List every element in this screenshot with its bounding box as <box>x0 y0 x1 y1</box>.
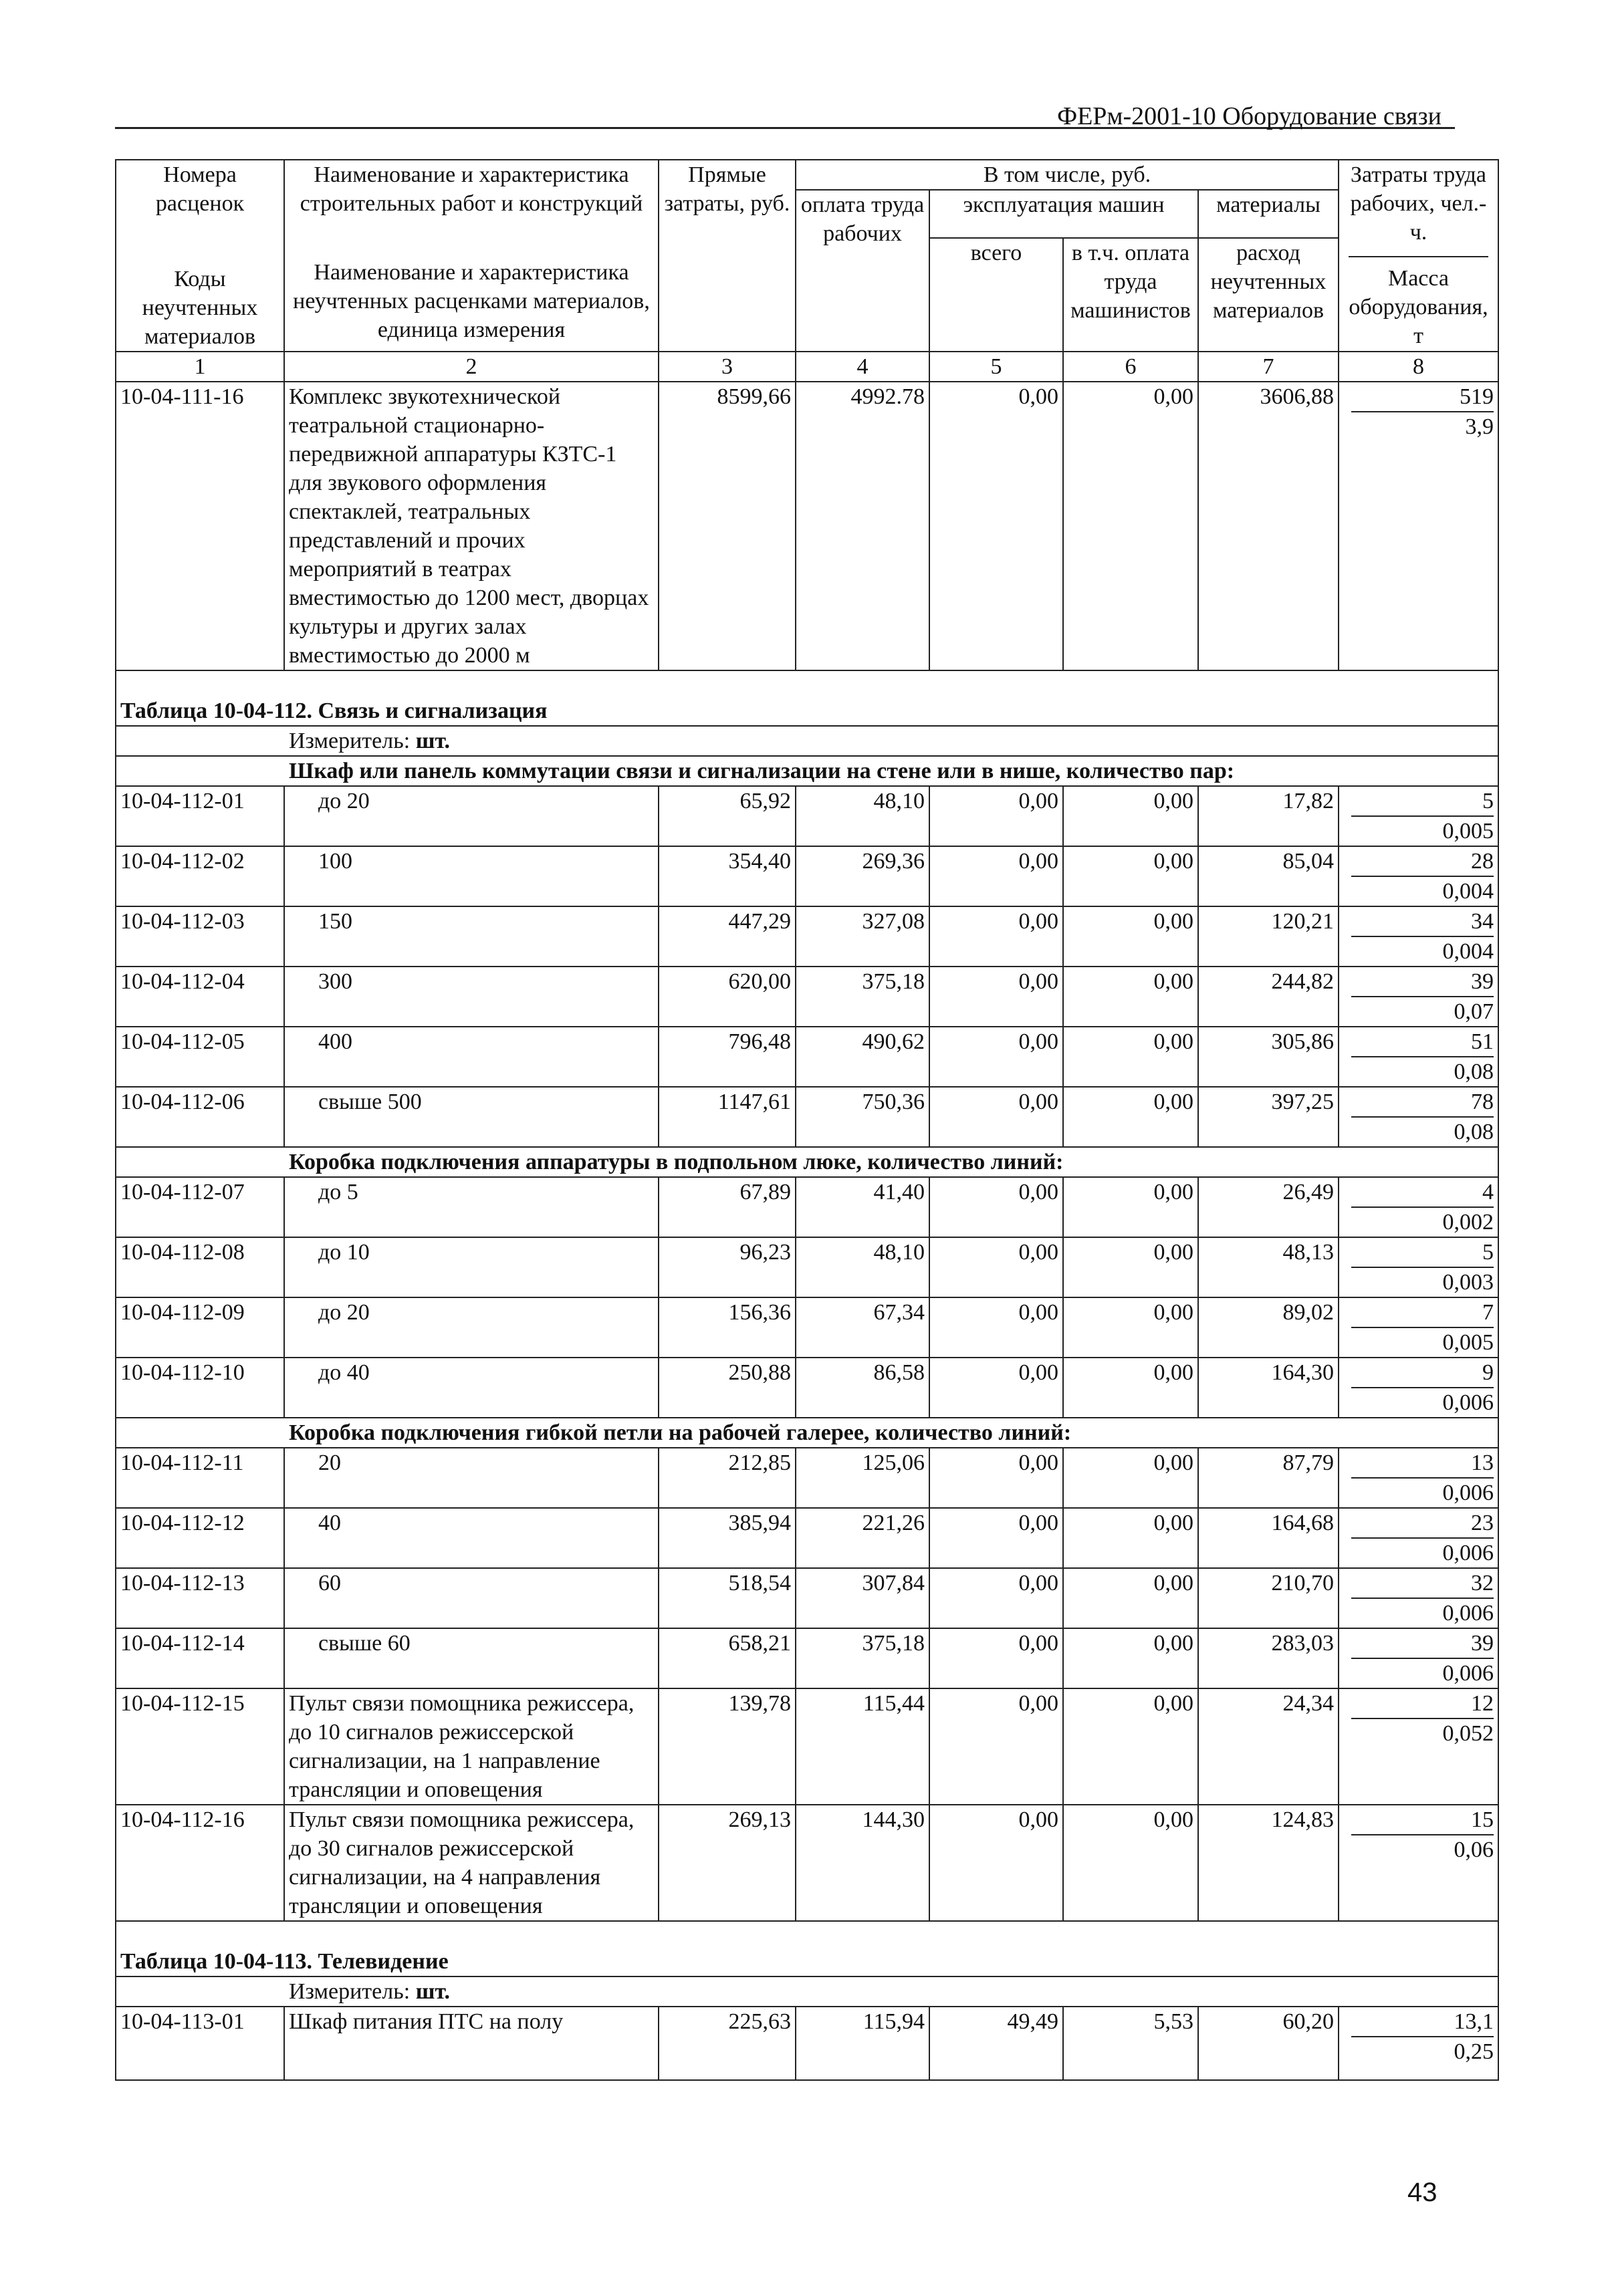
labor-cost: 15 <box>1351 1805 1494 1835</box>
rate-code: 10-04-112-10 <box>116 1358 284 1418</box>
labor-pay: 86,58 <box>796 1358 929 1418</box>
machinist-pay: 0,00 <box>1063 1508 1198 1568</box>
rate-name: 100 <box>284 846 659 906</box>
direct-cost: 385,94 <box>659 1508 796 1568</box>
materials-cost: 283,03 <box>1198 1628 1339 1688</box>
page-number: 43 <box>1407 2178 1437 2207</box>
rate-code: 10-04-112-01 <box>116 786 284 846</box>
labor-cost: 7 <box>1351 1298 1494 1328</box>
labor-mass <box>1339 382 1498 670</box>
labor-pay: 750,36 <box>796 1087 929 1147</box>
rate-name: до 20 <box>284 1297 659 1358</box>
col-num: 6 <box>1063 352 1198 382</box>
table-row <box>116 1568 1498 1628</box>
direct-cost: 96,23 <box>659 1237 796 1297</box>
labor-cost: 5 <box>1351 787 1494 817</box>
rate-code: 10-04-112-07 <box>116 1177 284 1237</box>
rate-code: 10-04-112-15 <box>116 1688 284 1805</box>
rate-name: 300 <box>284 967 659 1027</box>
rate-name: 150 <box>284 906 659 967</box>
machines-total: 0,00 <box>929 1688 1063 1805</box>
machines-total: 0,00 <box>929 1508 1063 1568</box>
direct-cost: 250,88 <box>659 1358 796 1418</box>
table-row <box>116 1688 1498 1805</box>
rate-name: свыше 60 <box>284 1628 659 1688</box>
machinist-pay: 0,00 <box>1063 967 1198 1027</box>
header-row-1 <box>116 160 1498 190</box>
machines-total: 49,49 <box>929 2007 1063 2080</box>
machines-header: эксплуатация машин <box>929 190 1198 238</box>
rate-code: 10-04-112-14 <box>116 1628 284 1688</box>
materials-cost: 89,02 <box>1198 1297 1339 1358</box>
col7-header: расход неучтенных материалов <box>1198 238 1339 352</box>
direct-cost: 225,63 <box>659 2007 796 2080</box>
rate-name: до 10 <box>284 1237 659 1297</box>
table-row <box>116 1448 1498 1508</box>
rate-name: до 5 <box>284 1177 659 1237</box>
labor-cost: 78 <box>1351 1088 1494 1118</box>
machinist-pay: 0,00 <box>1063 1087 1198 1147</box>
machinist-pay: 0,00 <box>1063 1448 1198 1508</box>
table-title: Таблица 10-04-112. Связь и сигнализация <box>116 670 1498 726</box>
machines-total: 0,00 <box>929 1177 1063 1237</box>
labor-cost: 5 <box>1351 1238 1494 1268</box>
materials-header: материалы <box>1198 190 1339 238</box>
meter-row <box>116 1976 1498 2007</box>
meter <box>116 726 1498 756</box>
rate-code: 10-04-112-06 <box>116 1087 284 1147</box>
machines-total: 0,00 <box>929 1297 1063 1358</box>
rate-code: 10-04-112-05 <box>116 1027 284 1087</box>
table-title: Таблица 10-04-113. Телевидение <box>116 1921 1498 1976</box>
direct-cost: 65,92 <box>659 786 796 846</box>
machines-total: 0,00 <box>929 967 1063 1027</box>
equipment-mass: 0,004 <box>1442 939 1494 964</box>
labor-mass <box>1339 846 1498 906</box>
labor-mass <box>1339 1177 1498 1237</box>
col-num: 1 <box>116 352 284 382</box>
machinist-pay: 0,00 <box>1063 1297 1198 1358</box>
materials-cost: 26,49 <box>1198 1177 1339 1237</box>
machinist-pay: 0,00 <box>1063 1027 1198 1087</box>
machinist-pay: 0,00 <box>1063 1805 1198 1921</box>
machinist-pay: 0,00 <box>1063 1628 1198 1688</box>
labor-mass <box>1339 2007 1498 2080</box>
page-header <box>115 99 1455 129</box>
group-row <box>116 1147 1498 1177</box>
machines-total: 0,00 <box>929 1087 1063 1147</box>
labor-mass <box>1339 1508 1498 1568</box>
labor-cost: 13,1 <box>1351 2007 1494 2037</box>
direct-cost: 156,36 <box>659 1297 796 1358</box>
machines-total: 0,00 <box>929 382 1063 670</box>
machinist-pay: 0,00 <box>1063 846 1198 906</box>
labor-cost: 12 <box>1351 1689 1494 1719</box>
table-112-title-row <box>116 670 1498 726</box>
machinist-pay: 0,00 <box>1063 1237 1198 1297</box>
equipment-mass: 0,006 <box>1442 1541 1494 1565</box>
labor-cost: 519 <box>1351 382 1494 412</box>
equipment-mass: 0,005 <box>1442 1330 1494 1355</box>
equipment-mass: 0,002 <box>1442 1210 1494 1235</box>
equipment-mass: 0,07 <box>1454 999 1494 1024</box>
table-row <box>116 967 1498 1027</box>
materials-cost: 87,79 <box>1198 1448 1339 1508</box>
direct-cost: 67,89 <box>659 1177 796 1237</box>
direct-cost: 139,78 <box>659 1688 796 1805</box>
table-row <box>116 786 1498 846</box>
meter-unit: шт. <box>415 729 451 753</box>
including-header: В том числе, руб. <box>796 160 1339 190</box>
rate-code: 10-04-112-11 <box>116 1448 284 1508</box>
rate-code: 10-04-112-04 <box>116 967 284 1027</box>
machinist-pay: 0,00 <box>1063 786 1198 846</box>
labor-mass <box>1339 1237 1498 1297</box>
materials-cost: 164,68 <box>1198 1508 1339 1568</box>
rate-code: 10-04-112-02 <box>116 846 284 906</box>
labor-cost: 13 <box>1351 1448 1494 1479</box>
col-num: 4 <box>796 352 929 382</box>
direct-cost: 620,00 <box>659 967 796 1027</box>
col-num: 7 <box>1198 352 1339 382</box>
equipment-mass: 0,06 <box>1454 1837 1494 1862</box>
col2-header: Наименование и характеристика строительных работ и конструкций Наименование и характеристика неучтенных расценками материалов, единица измерения <box>284 160 659 352</box>
meter-unit: шт. <box>415 1979 451 2004</box>
rate-name: до 40 <box>284 1358 659 1418</box>
rate-code: 10-04-112-03 <box>116 906 284 967</box>
rate-name: 40 <box>284 1508 659 1568</box>
rate-code: 10-04-111-16 <box>116 382 284 670</box>
machinist-pay: 0,00 <box>1063 1358 1198 1418</box>
labor-cost: 34 <box>1351 907 1494 937</box>
rate-code: 10-04-113-01 <box>116 2007 284 2080</box>
materials-cost: 244,82 <box>1198 967 1339 1027</box>
table-113-title-row <box>116 1921 1498 1976</box>
labor-cost: 39 <box>1351 1629 1494 1659</box>
labor-pay: 4992.78 <box>796 382 929 670</box>
table-row <box>116 2007 1498 2080</box>
labor-mass <box>1339 1027 1498 1087</box>
rate-name: Пульт связи помощника режиссера, до 30 сигналов режиссерской сигнализации, на 4 направления трансляции и оповещения <box>284 1805 659 1921</box>
equipment-mass: 0,052 <box>1442 1721 1494 1746</box>
labor-cost: 23 <box>1351 1509 1494 1539</box>
equipment-mass: 0,004 <box>1442 879 1494 904</box>
labor-cost: 39 <box>1351 967 1494 997</box>
labor-pay: 115,44 <box>796 1688 929 1805</box>
col5-header: всего <box>929 238 1063 352</box>
column-numbers-row <box>116 352 1498 382</box>
machines-total: 0,00 <box>929 906 1063 967</box>
rate-code: 10-04-112-12 <box>116 1508 284 1568</box>
labor-pay: 269,36 <box>796 846 929 906</box>
table-row <box>116 846 1498 906</box>
rate-code: 10-04-112-09 <box>116 1297 284 1358</box>
materials-cost: 124,83 <box>1198 1805 1339 1921</box>
machines-total: 0,00 <box>929 786 1063 846</box>
machines-total: 0,00 <box>929 1027 1063 1087</box>
materials-cost: 24,34 <box>1198 1688 1339 1805</box>
materials-cost: 210,70 <box>1198 1568 1339 1628</box>
materials-cost: 3606,88 <box>1198 382 1339 670</box>
col-num: 8 <box>1339 352 1498 382</box>
direct-cost: 212,85 <box>659 1448 796 1508</box>
labor-pay: 327,08 <box>796 906 929 967</box>
equipment-mass: 0,005 <box>1442 819 1494 844</box>
table-row <box>116 1027 1498 1087</box>
labor-cost: 28 <box>1351 847 1494 877</box>
rate-code: 10-04-112-08 <box>116 1237 284 1297</box>
labor-pay: 221,26 <box>796 1508 929 1568</box>
direct-cost: 518,54 <box>659 1568 796 1628</box>
labor-pay: 490,62 <box>796 1027 929 1087</box>
machines-total: 0,00 <box>929 1448 1063 1508</box>
col1-header: Номера расценок Коды неучтенных материалов <box>116 160 284 352</box>
labor-pay: 307,84 <box>796 1568 929 1628</box>
rate-name: до 20 <box>284 786 659 846</box>
table-row <box>116 1805 1498 1921</box>
meter-row <box>116 726 1498 756</box>
table-row <box>116 1628 1498 1688</box>
materials-cost: 164,30 <box>1198 1358 1339 1418</box>
page-header-title: ФЕРм-2001-10 Оборудование связи <box>1057 102 1442 130</box>
col3-header: Прямые затраты, руб. <box>659 160 796 352</box>
labor-pay: 144,30 <box>796 1805 929 1921</box>
labor-mass <box>1339 1297 1498 1358</box>
labor-cost: 4 <box>1351 1178 1494 1208</box>
rate-name: свыше 500 <box>284 1087 659 1147</box>
labor-mass <box>1339 786 1498 846</box>
col8-header: Затраты труда рабочих, чел.-ч. Масса оборудования, т <box>1339 160 1498 352</box>
machines-total: 0,00 <box>929 1568 1063 1628</box>
table-row <box>116 1297 1498 1358</box>
col-num: 2 <box>284 352 659 382</box>
labor-pay: 375,18 <box>796 967 929 1027</box>
machinist-pay: 0,00 <box>1063 382 1198 670</box>
direct-cost: 447,29 <box>659 906 796 967</box>
materials-cost: 17,82 <box>1198 786 1339 846</box>
table-row <box>116 382 1498 670</box>
direct-cost: 658,21 <box>659 1628 796 1688</box>
rate-name: 60 <box>284 1568 659 1628</box>
meter <box>116 1976 1498 2007</box>
materials-cost: 85,04 <box>1198 846 1339 906</box>
direct-cost: 354,40 <box>659 846 796 906</box>
labor-mass <box>1339 1688 1498 1805</box>
machinist-pay: 0,00 <box>1063 1177 1198 1237</box>
rate-code: 10-04-112-16 <box>116 1805 284 1921</box>
labor-mass <box>1339 906 1498 967</box>
materials-cost: 48,13 <box>1198 1237 1339 1297</box>
labor-cost: 51 <box>1351 1027 1494 1057</box>
col6-header: в т.ч. оплата труда машинистов <box>1063 238 1198 352</box>
machinist-pay: 5,53 <box>1063 2007 1198 2080</box>
col-num: 5 <box>929 352 1063 382</box>
col4-header: оплата труда рабочих <box>796 190 929 352</box>
group-heading: Шкаф или панель коммутации связи и сигнализации на стене или в нише, количество пар: <box>116 756 1498 786</box>
labor-mass <box>1339 1448 1498 1508</box>
labor-mass <box>1339 967 1498 1027</box>
rate-name: Шкаф питания ПТС на полу <box>284 2007 659 2080</box>
table-row <box>116 1508 1498 1568</box>
group-row <box>116 756 1498 786</box>
rate-name: 20 <box>284 1448 659 1508</box>
group-heading: Коробка подключения аппаратуры в подпольном люке, количество линий: <box>116 1147 1498 1177</box>
machines-total: 0,00 <box>929 1805 1063 1921</box>
table-row <box>116 1237 1498 1297</box>
direct-cost: 1147,61 <box>659 1087 796 1147</box>
labor-pay: 48,10 <box>796 1237 929 1297</box>
table-row <box>116 1087 1498 1147</box>
equipment-mass: 0,25 <box>1454 2039 1494 2064</box>
labor-cost: 32 <box>1351 1569 1494 1599</box>
equipment-mass: 0,08 <box>1454 1120 1494 1144</box>
direct-cost: 8599,66 <box>659 382 796 670</box>
direct-cost: 269,13 <box>659 1805 796 1921</box>
equipment-mass: 0,006 <box>1442 1481 1494 1505</box>
labor-mass <box>1339 1805 1498 1921</box>
meter-label: Измеритель: <box>289 729 411 753</box>
direct-cost: 796,48 <box>659 1027 796 1087</box>
equipment-mass: 0,006 <box>1442 1601 1494 1626</box>
labor-pay: 48,10 <box>796 786 929 846</box>
equipment-mass: 0,003 <box>1442 1270 1494 1295</box>
group-row <box>116 1418 1498 1448</box>
machinist-pay: 0,00 <box>1063 1568 1198 1628</box>
rates-table <box>115 159 1499 2081</box>
rate-name: Пульт связи помощника режиссера, до 10 сигналов режиссерской сигнализации, на 1 направление трансляции и оповещения <box>284 1688 659 1805</box>
materials-cost: 397,25 <box>1198 1087 1339 1147</box>
machinist-pay: 0,00 <box>1063 906 1198 967</box>
labor-cost: 9 <box>1351 1358 1494 1388</box>
rate-name: Комплекс звукотехнической театральной стационарно-передвижной аппаратуры КЗТС-1 для звукового оформления спектаклей, театральных представлений и прочих мероприятий в театрах вместимостью до 1200 мест, дворцах культуры и других залах вместимостью до 2000 м <box>284 382 659 670</box>
table-row <box>116 1358 1498 1418</box>
equipment-mass: 3,9 <box>1465 414 1494 439</box>
labor-pay: 375,18 <box>796 1628 929 1688</box>
col-num: 3 <box>659 352 796 382</box>
machinist-pay: 0,00 <box>1063 1688 1198 1805</box>
labor-pay: 125,06 <box>796 1448 929 1508</box>
machines-total: 0,00 <box>929 1628 1063 1688</box>
labor-mass <box>1339 1628 1498 1688</box>
equipment-mass: 0,08 <box>1454 1059 1494 1084</box>
machines-total: 0,00 <box>929 846 1063 906</box>
labor-pay: 115,94 <box>796 2007 929 2080</box>
labor-mass <box>1339 1358 1498 1418</box>
equipment-mass: 0,006 <box>1442 1390 1494 1415</box>
equipment-mass: 0,006 <box>1442 1661 1494 1686</box>
rate-code: 10-04-112-13 <box>116 1568 284 1628</box>
table-row <box>116 1177 1498 1237</box>
labor-pay: 67,34 <box>796 1297 929 1358</box>
group-heading: Коробка подключения гибкой петли на рабочей галерее, количество линий: <box>116 1418 1498 1448</box>
machines-total: 0,00 <box>929 1358 1063 1418</box>
materials-cost: 120,21 <box>1198 906 1339 967</box>
machines-total: 0,00 <box>929 1237 1063 1297</box>
materials-cost: 305,86 <box>1198 1027 1339 1087</box>
labor-mass <box>1339 1568 1498 1628</box>
materials-cost: 60,20 <box>1198 2007 1339 2080</box>
rate-name: 400 <box>284 1027 659 1087</box>
labor-pay: 41,40 <box>796 1177 929 1237</box>
meter-label: Измеритель: <box>289 1979 411 2004</box>
table-row <box>116 906 1498 967</box>
labor-mass <box>1339 1087 1498 1147</box>
